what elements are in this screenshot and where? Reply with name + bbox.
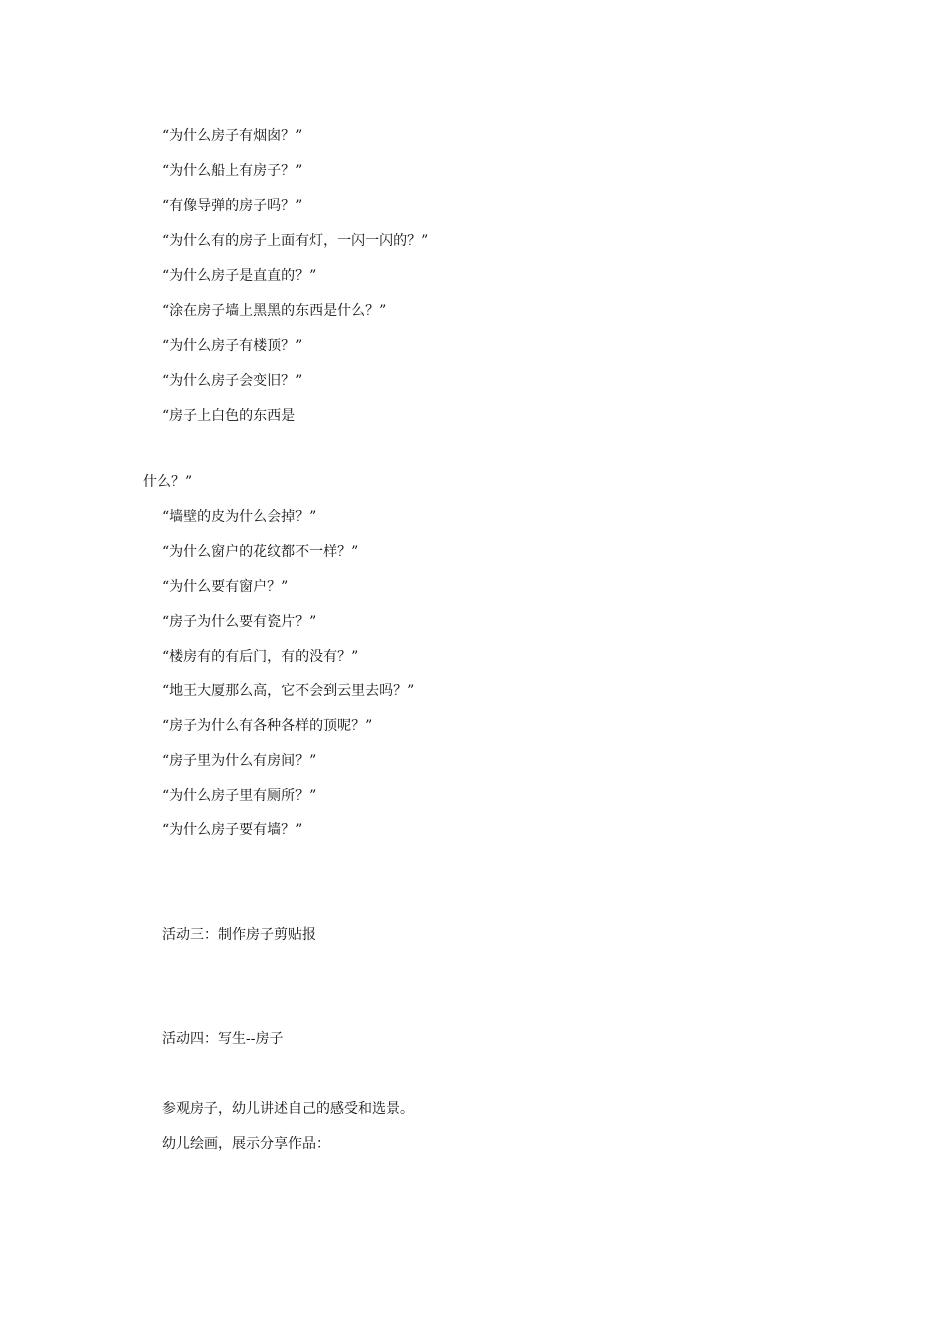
question-line: “为什么房子里有厕所？” [162,788,317,804]
question-line: “涂在房子墙上黑黑的东西是什么？” [162,303,387,319]
question-line: “墙壁的皮为什么会掉？” [162,509,317,525]
activity-step: 参观房子，幼儿讲述自己的感受和选景。 [162,1101,414,1117]
question-line: “有像导弹的房子吗？” [162,198,303,214]
question-line: “为什么房子要有墙？” [162,822,303,838]
activity-3-heading: 活动三：制作房子剪贴报 [162,927,316,943]
activity-step: 幼儿绘画，展示分享作品： [162,1136,330,1152]
question-line: “房子里为什么有房间？” [162,753,317,769]
question-line: “房子为什么要有瓷片？” [162,614,317,630]
question-line: “房子上白色的东西是 [162,408,296,424]
question-line-continuation: 什么？” [143,474,193,490]
question-line: “为什么房子有烟囱？” [162,128,303,144]
question-line: “楼房有的有后门，有的没有？” [162,649,359,665]
question-line: “地王大厦那么高，它不会到云里去吗？” [162,683,415,699]
question-line: “为什么有的房子上面有灯，一闪一闪的？” [162,233,429,249]
question-line: “房子为什么有各种各样的顶呢？” [162,718,373,734]
question-line: “为什么船上有房子？” [162,163,303,179]
question-line: “为什么房子是直直的？” [162,268,317,284]
question-line: “为什么房子会变旧？” [162,373,303,389]
question-line: “为什么窗户的花纹都不一样？” [162,544,359,560]
question-line: “为什么房子有楼顶？” [162,338,303,354]
activity-4-heading: 活动四：写生--房子 [162,1031,284,1047]
question-line: “为什么要有窗户？” [162,579,289,595]
